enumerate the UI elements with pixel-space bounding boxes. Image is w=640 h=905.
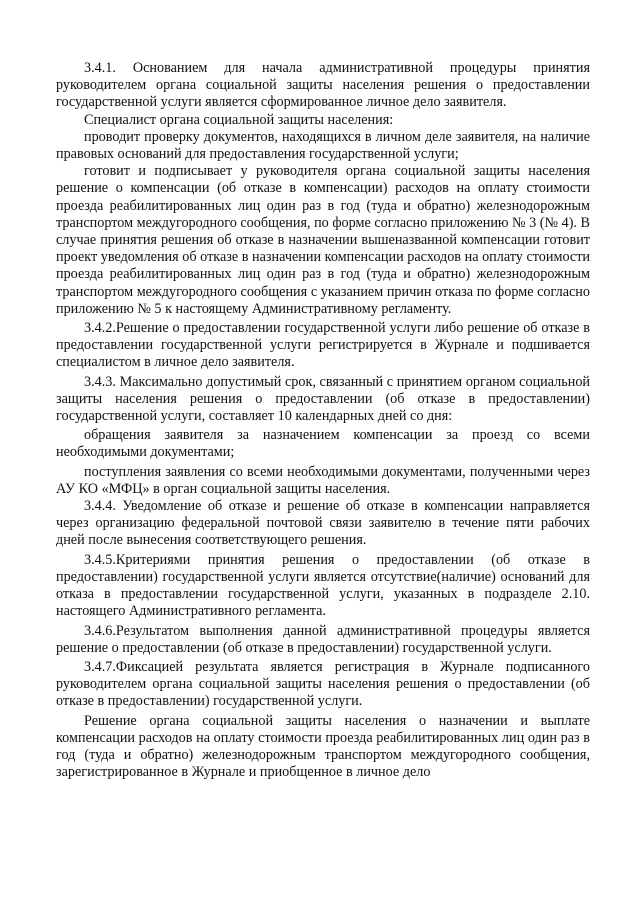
paragraph-3-4-4: 3.4.4. Уведомление об отказе и решение об отказе в компенсации направляется через организацию федеральной почтовой связи заявителю в течение пяти рабочих дней после вынесения соответствующего решения.: [56, 498, 590, 549]
paragraph-3-4-3: 3.4.3. Максимально допустимый срок, связанный с принятием органом социальной защиты населения решения о предоставлении (об отказе в предоставлении) государственной услуги, составляет 10 календарных дней со дня:: [56, 373, 590, 425]
paragraph-decision-registered: Решение органа социальной защиты населения о назначении и выплате компенсации расходов на оплату стоимости проезда реабилитированных лиц один раз в год (туда и обратно) железнодорожным транспортом междугородного сообщения, зарегистрированное в Журнале и приобщенное в личное дело: [56, 712, 590, 781]
paragraph-3-4-2: 3.4.2.Решение о предоставлении государственной услуги либо решение об отказе в предоставлении государственной услуги регистрируется в Журнале и подшивается специалистом в личное дело заявителя.: [56, 320, 590, 371]
paragraph-3-4-5: 3.4.5.Критериями принятия решения о предоставлении (об отказе в предоставлении) государственной услуги является отсутствие(наличие) оснований для отказа в предоставлении государственной услуги, указанных в подразделе 2.10. настоящего Административного регламента.: [56, 551, 590, 620]
paragraph-applicant-request: обращения заявителя за назначением компенсации за проезд со всеми необходимыми документами;: [56, 427, 590, 461]
paragraph-3-4-6: 3.4.6.Результатом выполнения данной административной процедуры является решение о предоставлении (об отказе в предоставлении) государственной услуги.: [56, 622, 590, 656]
document-page: [56, 60, 590, 781]
paragraph-application-mfc: поступления заявления со всеми необходимыми документами, полученными через АУ КО «МФЦ» в орган социальной защиты населения.: [56, 463, 590, 497]
paragraph-specialist-intro: Специалист органа социальной защиты населения:: [84, 111, 394, 128]
paragraph-3-4-7: 3.4.7.Фиксацией результата является регистрация в Журнале подписанного руководителем органа социальной защиты населения решения о предоставлении (об отказе в предоставлении) государственной услуги.: [56, 658, 590, 710]
paragraph-prepare-decision: готовит и подписывает у руководителя органа социальной защиты населения решение о компенсации (об отказе в компенсации) расходов на оплату стоимости проезда реабилитированных лиц один раз в год (туда и обратно) железнодорожным транспортом междугородного сообщения, по форме согласно приложению № 3 (№ 4). В случае принятия решения об отказе в назначении вышеназванной компенсации готовит проект уведомления об отказе в назначении компенсации расходов на оплату стоимости проезда реабилитированных лиц один раз в год (туда и обратно) железнодорожным транспортом междугородного сообщения с указанием причин отказа по форме согласно приложению № 5 к настоящему Административному регламенту.: [56, 163, 590, 317]
paragraph-check-documents: проводит проверку документов, находящихся в личном деле заявителя, на наличие правовых оснований для предоставления государственной услуги;: [56, 128, 590, 163]
paragraph-3-4-1: 3.4.1. Основанием для начала административной процедуры принятия руководителем органа социальной защиты населения решения о предоставлении государственной услуги является сформированное личное дело заявителя.: [56, 60, 590, 111]
